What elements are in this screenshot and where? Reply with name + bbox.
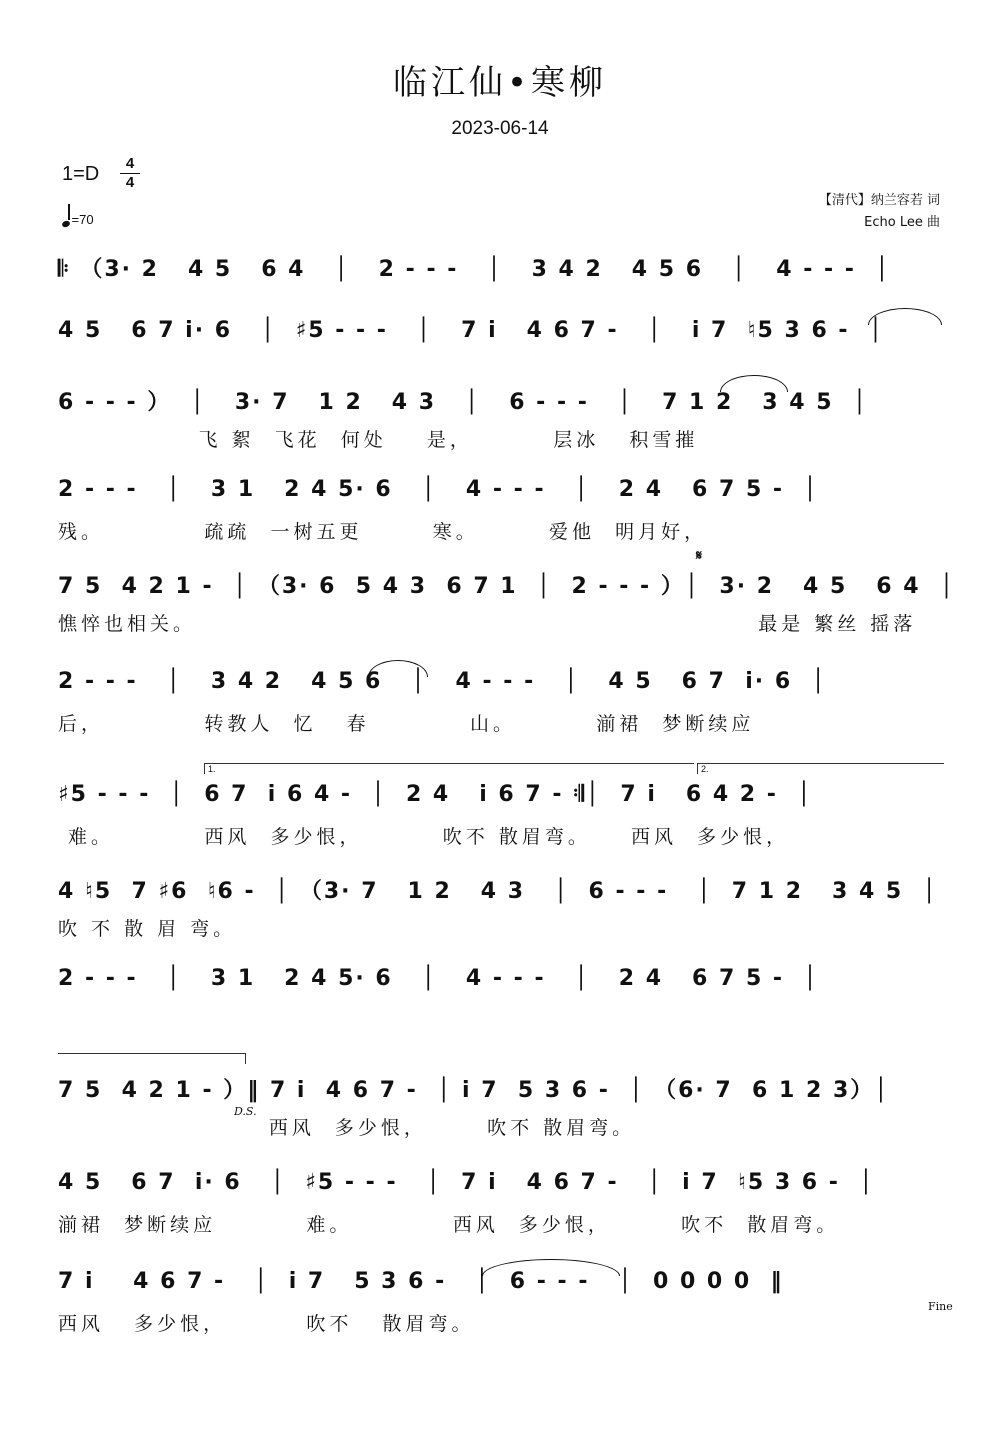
lyrics-line: 残。 疏疏 一树五更 寒。 爱他 明月好， <box>58 521 708 543</box>
score-row-8 <box>0 874 1000 964</box>
notes-line: 2 - - - │ 3 1 2 4 5· 6 │ 4 - - - │ 2 4 6 7 5 - │ <box>58 966 819 991</box>
notes-line: 4 5 6 7 i· 6 │ ♯5 - - - │ 7 i 4 6 7 - │ i 7 ♮5 3 6 - │ <box>58 318 885 343</box>
time-signature <box>120 156 140 191</box>
score-row-5 <box>0 569 1000 659</box>
tie-mark <box>482 1259 620 1276</box>
notes-line: ♯5 - - - │ 6 7 i 6 4 - │ 2 4 i 6 7 - 𝄇│ 7 i 6 4 2 - │ <box>58 782 813 807</box>
score-row-12 <box>0 1269 1000 1359</box>
volta-bracket-end <box>58 1053 246 1064</box>
lyrics-line: 后， 转教人 忆 春 山。 湔裙 梦断续应 <box>58 713 755 735</box>
lyrics-line: 西风 多少恨， 吹不 散眉弯。 <box>58 1117 636 1139</box>
lyrics-line <box>58 358 942 388</box>
lyrics-line: 湔裙 梦断续应 难。 西风 多少恨， 吹不 散眉弯。 <box>58 1214 840 1236</box>
time-signature-bottom: 4 <box>125 174 135 191</box>
lyrics-line: 难。 西风 多少恨， 吹不 散眉弯。 西风 多少恨， <box>58 826 790 848</box>
quarter-note-icon <box>61 220 71 228</box>
lyrics-line <box>58 1006 942 1036</box>
notes-line: 7 5 4 2 1 - ）‖ 7 i 4 6 7 - │ i 7 5 3 6 - │ （6· 7 6 1 2 3）│ <box>58 1078 890 1103</box>
notes-line: 7 i 4 6 7 - │ i 7 5 3 6 - │ 6 - - - │ 0 0 0 0 ‖ <box>58 1269 784 1294</box>
score-row-10 <box>0 1073 1000 1163</box>
lyrics-line: 西风 多少恨， 吹不 散眉弯。 <box>58 1313 475 1335</box>
tempo-marking: =70 <box>62 208 94 227</box>
notes-line: 2 - - - │ 3 4 2 4 5 6 │ 4 - - - │ 4 5 6 7 i· 6 │ <box>58 669 827 694</box>
score-row-4 <box>0 477 1000 567</box>
score-row-7 <box>0 782 1000 872</box>
fine-mark: Fine <box>928 1300 953 1313</box>
lyrics-line: 飞 絮 飞花 何处 是， 层冰 积雪摧 <box>58 429 699 451</box>
notes-line: 6 - - - ） │ 3· 7 1 2 4 3 │ 6 - - - │ 7 1 2 3 4 5 │ <box>58 390 869 415</box>
notes-line: 4 ♮5 7 ♯6 ♮6 - │ （3· 7 1 2 4 3 │ 6 - - - │ 7 1 2 3 4 5 │ <box>58 879 938 904</box>
song-title: 临江仙•寒柳 <box>392 63 608 103</box>
segno-mark: 𝄋 <box>696 548 703 564</box>
composer: Echo Lee 曲 <box>864 215 940 230</box>
score-row-6 <box>0 669 1000 759</box>
time-signature-top: 4 <box>125 155 135 172</box>
score-row-9 <box>0 966 1000 1056</box>
key-signature: 1=D <box>62 163 100 185</box>
lyrics-line: 吹 不 散 眉 弯。 <box>58 918 237 940</box>
notes-line: 4 5 6 7 i· 6 │ ♯5 - - - │ 7 i 4 6 7 - │ i 7 ♮5 3 6 - │ <box>58 1170 875 1195</box>
lyrics-line: 憔悴也相关。 最是 繁丝 摇落 <box>58 613 917 635</box>
volta-1: 1. <box>204 763 694 774</box>
score-row-3 <box>0 385 1000 475</box>
notes-line: 2 - - - │ 3 1 2 4 5· 6 │ 4 - - - │ 2 4 6 7 5 - │ <box>58 477 819 502</box>
lyricist: 【清代】纳兰容若 词 <box>818 193 940 208</box>
notes-line: 7 5 4 2 1 - │ （3· 6 5 4 3 6 7 1 │ 2 - - - ）│ 3· 2 4 5 6 4 │ <box>58 574 956 599</box>
volta-2: 2. <box>697 763 944 774</box>
notes-line: 𝄆 （3· 2 4 5 6 4 │ 2 - - - │ 3 4 2 4 5 6 │ 4 - - - │ <box>58 257 891 282</box>
tie-mark <box>368 660 428 677</box>
ds-mark: D.S. <box>234 1105 257 1118</box>
date: 2023-06-14 <box>451 118 549 139</box>
score-row-11 <box>0 1170 1000 1260</box>
